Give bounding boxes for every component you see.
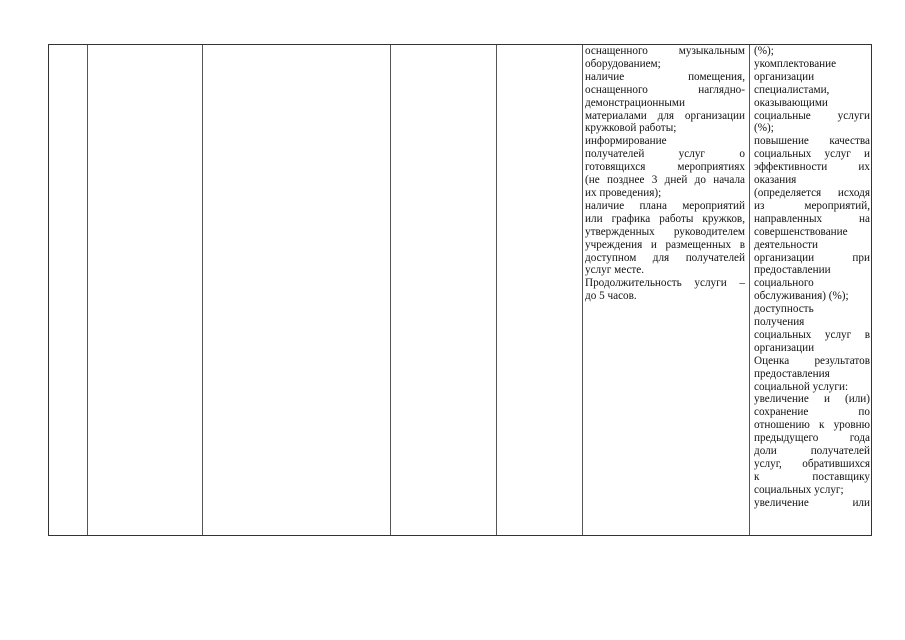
conditions-line: демонстрационными	[585, 96, 685, 109]
indicators-line: (%);	[754, 45, 774, 57]
indicators-line: увеличение или	[754, 496, 870, 509]
document-table	[48, 44, 872, 536]
indicators-line: эффективности их	[754, 161, 870, 174]
indicators-line: повышение качества	[754, 135, 870, 148]
indicators-line: социальной услуги:	[754, 380, 849, 393]
conditions-line: доступном для получателей	[585, 251, 745, 264]
indicators-line: отношению к уровню	[754, 419, 870, 432]
indicators-line: обслуживания) (%);	[754, 290, 849, 303]
indicators-line: деятельности	[754, 238, 819, 251]
conditions-line: оборудованием;	[585, 57, 661, 70]
indicators-line: Оценка результатов	[754, 354, 870, 367]
indicators-line: из мероприятий,	[754, 199, 870, 212]
conditions-line: утвержденных руководителем	[585, 225, 745, 238]
column-divider	[496, 45, 497, 535]
column-divider	[390, 45, 391, 535]
indicators-line: социальных услуг и	[754, 148, 870, 161]
indicators-line: доли получателей	[754, 445, 870, 458]
indicators-line: получения	[754, 316, 805, 329]
indicators-line: организации	[754, 341, 815, 354]
conditions-cell	[585, 45, 745, 303]
conditions-line: их проведения);	[585, 186, 662, 199]
conditions-line: наличие плана мероприятий	[585, 199, 745, 212]
conditions-line: Продолжительность услуги –	[585, 277, 745, 290]
indicators-line: оказания	[754, 174, 797, 187]
indicators-line: социальных услуг в	[754, 328, 870, 341]
indicators-line: организации при	[754, 251, 870, 264]
column-divider	[87, 45, 88, 535]
indicators-line: сохранение по	[754, 406, 870, 419]
conditions-line: наличие помещения,	[585, 70, 745, 83]
indicators-line: организации	[754, 70, 815, 83]
indicators-line: (%);	[754, 122, 774, 135]
indicators-line: доступность	[754, 303, 814, 316]
conditions-line: до 5 часов.	[585, 290, 637, 303]
conditions-line: оснащенного музыкальным	[585, 45, 745, 57]
indicators-line: предыдущего года	[754, 432, 870, 445]
indicators-line: предоставлении	[754, 264, 831, 277]
column-divider	[202, 45, 203, 535]
conditions-line: учреждения и размещенных в	[585, 238, 745, 251]
conditions-line: информирование	[585, 135, 667, 148]
indicators-line: социального	[754, 277, 814, 290]
conditions-line: (не позднее 3 дней до начала	[585, 174, 745, 187]
conditions-line: готовящихся мероприятиях	[585, 161, 745, 174]
indicators-line: совершенствование	[754, 225, 848, 238]
conditions-line: получателей услуг о	[585, 148, 745, 161]
indicators-line: увеличение и (или)	[754, 393, 870, 406]
indicators-line: предоставления	[754, 367, 830, 380]
indicators-line: к поставщику	[754, 470, 870, 483]
conditions-line: услуг месте.	[585, 264, 645, 277]
conditions-line: оснащенного наглядно-	[585, 83, 745, 96]
indicators-cell	[754, 45, 870, 510]
indicators-line: социальные услуги	[754, 109, 870, 122]
indicators-line: социальных услуг;	[754, 483, 844, 496]
indicators-line: специалистами,	[754, 83, 830, 96]
conditions-line: кружковой работы;	[585, 122, 677, 135]
conditions-line: материалами для организации	[585, 109, 745, 122]
conditions-line: или графика работы кружков,	[585, 212, 745, 225]
indicators-line: укомплектование	[754, 57, 837, 70]
indicators-line: направленных на	[754, 212, 870, 225]
indicators-line: услуг, обратившихся	[754, 458, 870, 470]
column-divider	[582, 45, 583, 535]
indicators-line: (определяется исходя	[754, 186, 870, 199]
column-divider	[749, 45, 750, 535]
indicators-line: оказывающими	[754, 96, 828, 109]
